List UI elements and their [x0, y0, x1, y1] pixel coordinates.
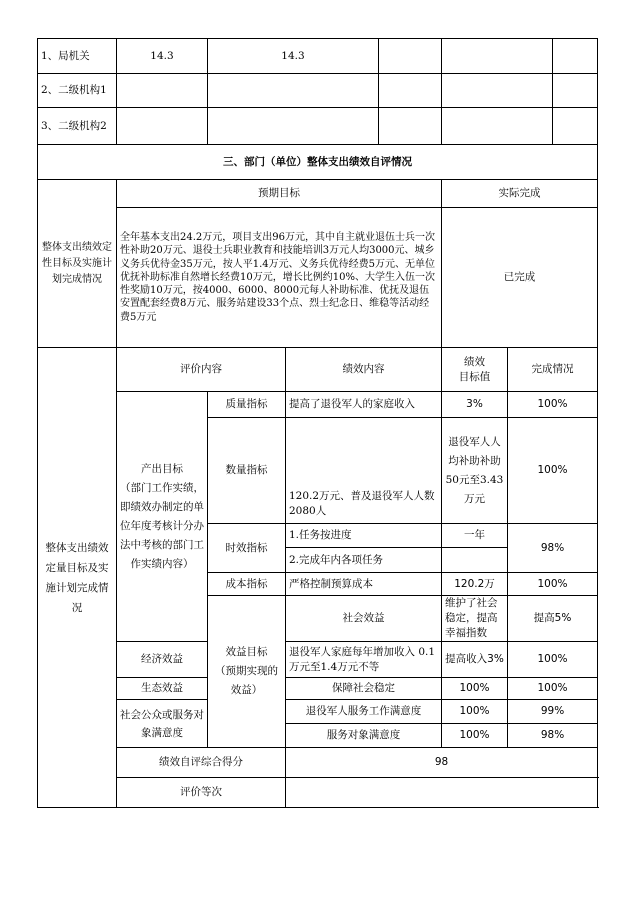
cost-target: 120.2万 [442, 573, 508, 596]
evaluation-table [37, 38, 598, 808]
cell-value [208, 108, 379, 144]
timeliness-target: 一年 [464, 529, 485, 541]
effect-goal-label: 效益目标 （预期实现的效益） [208, 596, 286, 748]
cell-value: 14.3 [208, 39, 379, 73]
status-header: 完成情况 [508, 348, 598, 392]
quantity-status: 100% [508, 418, 598, 524]
quantity-target: 退役军人人均补助补助50元至3.43万元 [442, 418, 508, 524]
eval-content-header: 评价内容 [117, 348, 286, 392]
row-label: 2、二级机构1 [38, 74, 117, 108]
ecological-target: 100% [442, 678, 508, 700]
satisfaction-status-2: 98% [508, 724, 598, 748]
table-row [38, 39, 598, 74]
timeliness-status: 98% [508, 524, 598, 573]
section-title: 三、部门（单位）整体支出绩效自评情况 [38, 145, 598, 180]
actual-header: 实际完成 [442, 180, 598, 208]
ecological-content: 保障社会稳定 [286, 678, 442, 700]
table-row [38, 74, 598, 108]
ecological-indicator: 生态效益 [117, 678, 208, 700]
cost-status: 100% [508, 573, 598, 596]
quality-status: 100% [508, 392, 598, 418]
cell-value [117, 108, 208, 145]
economic-status: 100% [508, 642, 598, 678]
satisfaction-indicator: 社会公众或服务对象满意度 [117, 700, 208, 748]
timeliness-indicator: 时效指标 [208, 524, 286, 573]
social-content: 维护了社会稳定，提高幸福指数 [442, 596, 508, 642]
grade-value [286, 778, 598, 808]
quantitative-label: 整体支出绩效定量目标及实施计划完成情况 [38, 348, 117, 808]
table-row [38, 108, 598, 145]
satisfaction-status-1: 99% [508, 700, 598, 724]
satisfaction-target-2: 100% [442, 724, 508, 748]
score-value: 98 [286, 748, 598, 778]
output-goal-label: 产出目标 （部门工作实绩，即绩效办制定的单位年度考核计分办法中考核的部门工作实绩内容） [117, 392, 208, 642]
qualitative-label: 整体支出绩效定性目标及实施计划完成情况 [38, 180, 117, 348]
cost-indicator: 成本指标 [208, 573, 286, 596]
quantity-indicator: 数量指标 [208, 418, 286, 524]
quantity-content: 120.2万元、普及退役军人人数 2080人 [286, 418, 442, 524]
economic-content: 退役军人家庭每年增加收入 0.1万元至1.4万元不等 [286, 642, 442, 678]
social-indicator: 社会效益 [286, 596, 442, 642]
cell-value [117, 74, 208, 108]
perf-content-header: 绩效内容 [286, 348, 442, 392]
actual-text: 已完成 [442, 208, 598, 348]
score-label: 绩效自评综合得分 [117, 748, 286, 778]
quality-content: 提高了退役军人的家庭收入 [286, 392, 442, 418]
satisfaction-target-1: 100% [442, 700, 508, 724]
timeliness-content-2: 2.完成年内各项任务 [286, 547, 441, 572]
quality-indicator: 质量指标 [208, 392, 286, 418]
cost-content: 严格控制预算成本 [286, 573, 442, 596]
satisfaction-content-1: 退役军人服务工作满意度 [286, 700, 442, 724]
row-label: 1、局机关 [38, 39, 117, 74]
target-value-header: 绩效 目标值 [442, 348, 508, 392]
economic-target: 提高收入3% [442, 642, 508, 678]
row-label: 3、二级机构2 [38, 108, 117, 145]
social-target: 提高5% [508, 596, 598, 642]
cell-value [208, 74, 379, 107]
expected-header: 预期目标 [117, 180, 442, 208]
economic-indicator: 经济效益 [117, 642, 208, 678]
cell-value: 14.3 [117, 39, 208, 74]
timeliness-content-1: 1.任务按进度 [289, 529, 352, 541]
satisfaction-content-2: 服务对象满意度 [286, 724, 442, 748]
quality-target: 3% [442, 392, 508, 418]
expected-text: 全年基本支出24.2万元，项目支出96万元，其中自主就业退伍士兵一次性补助20万元、退役士兵职业教育和技能培训3万元人均3000元、城乡义务兵优待金35万元，按人平1.4万元、义务兵优待经费5万元、无单位优抚补助标准自然增长经费10万元，增长比例约10%、大学生入伍一次性奖励10万元，按4000、6000、8000元每人补助标准、优抚及退伍安置配套经费8万元、服务站建设33个点、烈士纪念日、维稳等活动经费5万元 [117, 208, 442, 348]
ecological-status: 100% [508, 678, 598, 700]
grade-label: 评价等次 [117, 778, 286, 808]
